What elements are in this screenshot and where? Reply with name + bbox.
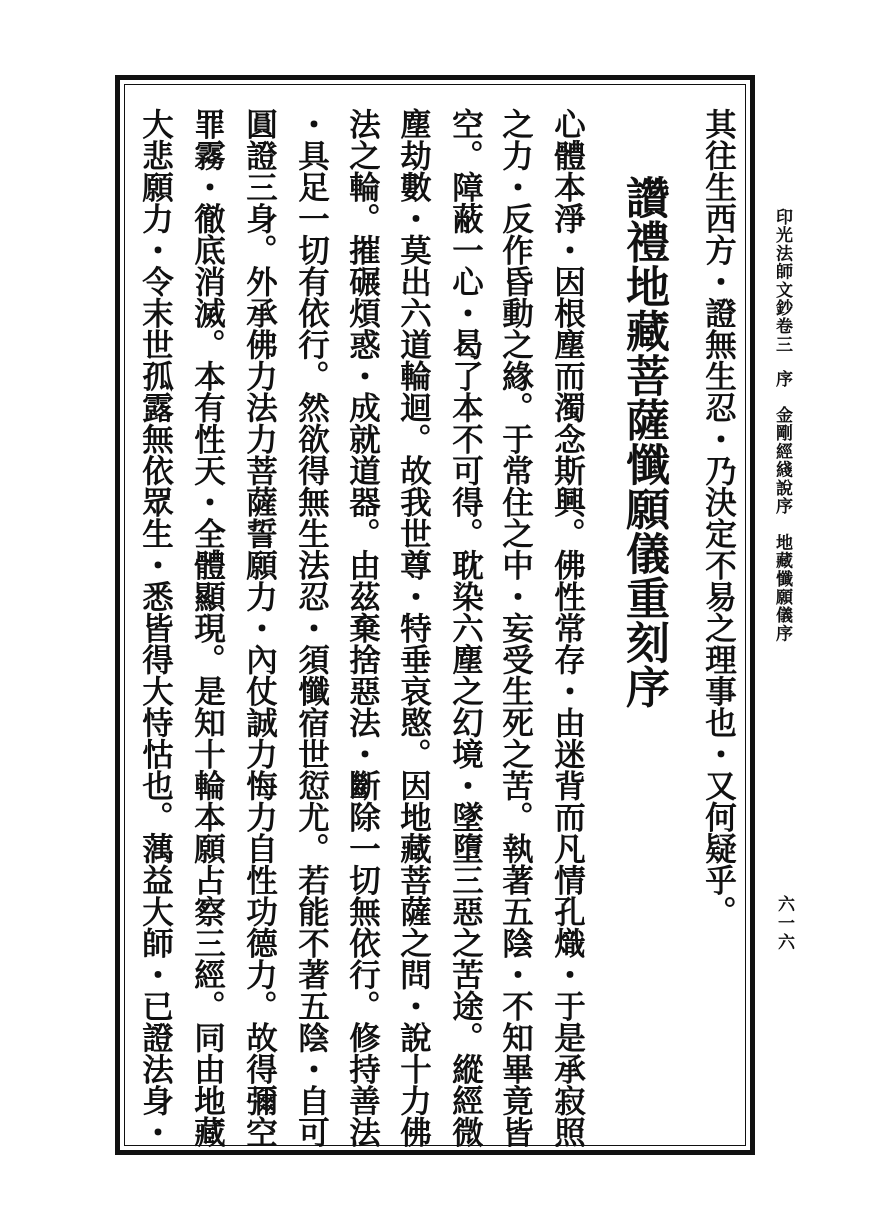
text-column-2: 心體本淨・因根塵而濁念斯興。佛性常存・由迷背而凡情孔熾・于是承寂照 bbox=[549, 108, 587, 1148]
text-column-10: 大悲願力・令末世孤露無依眾生・悉皆得大恃怙也。蕅益大師・已證法身・ bbox=[137, 108, 175, 1148]
header-book: 印光法師文鈔卷三 bbox=[772, 208, 792, 354]
section-title: 讚禮地藏菩薩懺願儀重刻序 bbox=[618, 175, 669, 709]
running-header bbox=[773, 208, 790, 642]
text-column-4: 空。障蔽一心・曷了本不可得。耽染六塵之幻境・墜墮三惡之苦途。縱經微 bbox=[447, 108, 485, 1148]
text-column-8: 圓證三身。外承佛力法力菩薩誓願力・內仗誠力悔力自性功德力。故得彌空 bbox=[241, 108, 279, 1148]
text-column-5: 塵劫數・莫出六道輪迴。故我世尊・特垂哀愍。因地藏菩薩之問・說十力佛 bbox=[395, 108, 433, 1148]
text-column-7: ・具足一切有依行。然欲得無生法忍・須懺宿世愆尤。若能不著五陰・自可 bbox=[293, 108, 331, 1148]
page-number: 六一六 bbox=[774, 895, 794, 952]
text-column-3: 之力・反作昏動之緣。于常住之中・妄受生死之苦。執著五陰・不知畢竟皆 bbox=[497, 108, 535, 1148]
header-section: 序 bbox=[772, 369, 792, 388]
text-column-9: 罪霧・徹底消滅。本有性天・全體顯現。是知十輪本願占察三經。同由地藏 bbox=[189, 108, 227, 1148]
text-column-1: 其往生西方・證無生忍・乃決定不易之理事也・又何疑乎。 bbox=[700, 108, 738, 927]
text-column-6: 法之輪。摧碾煩惑・成就道器。由茲棄捨惡法・斷除一切無依行。修持善法 bbox=[344, 108, 382, 1148]
header-entries: 金剛經綫說序 地藏懺願儀序 bbox=[772, 405, 792, 643]
